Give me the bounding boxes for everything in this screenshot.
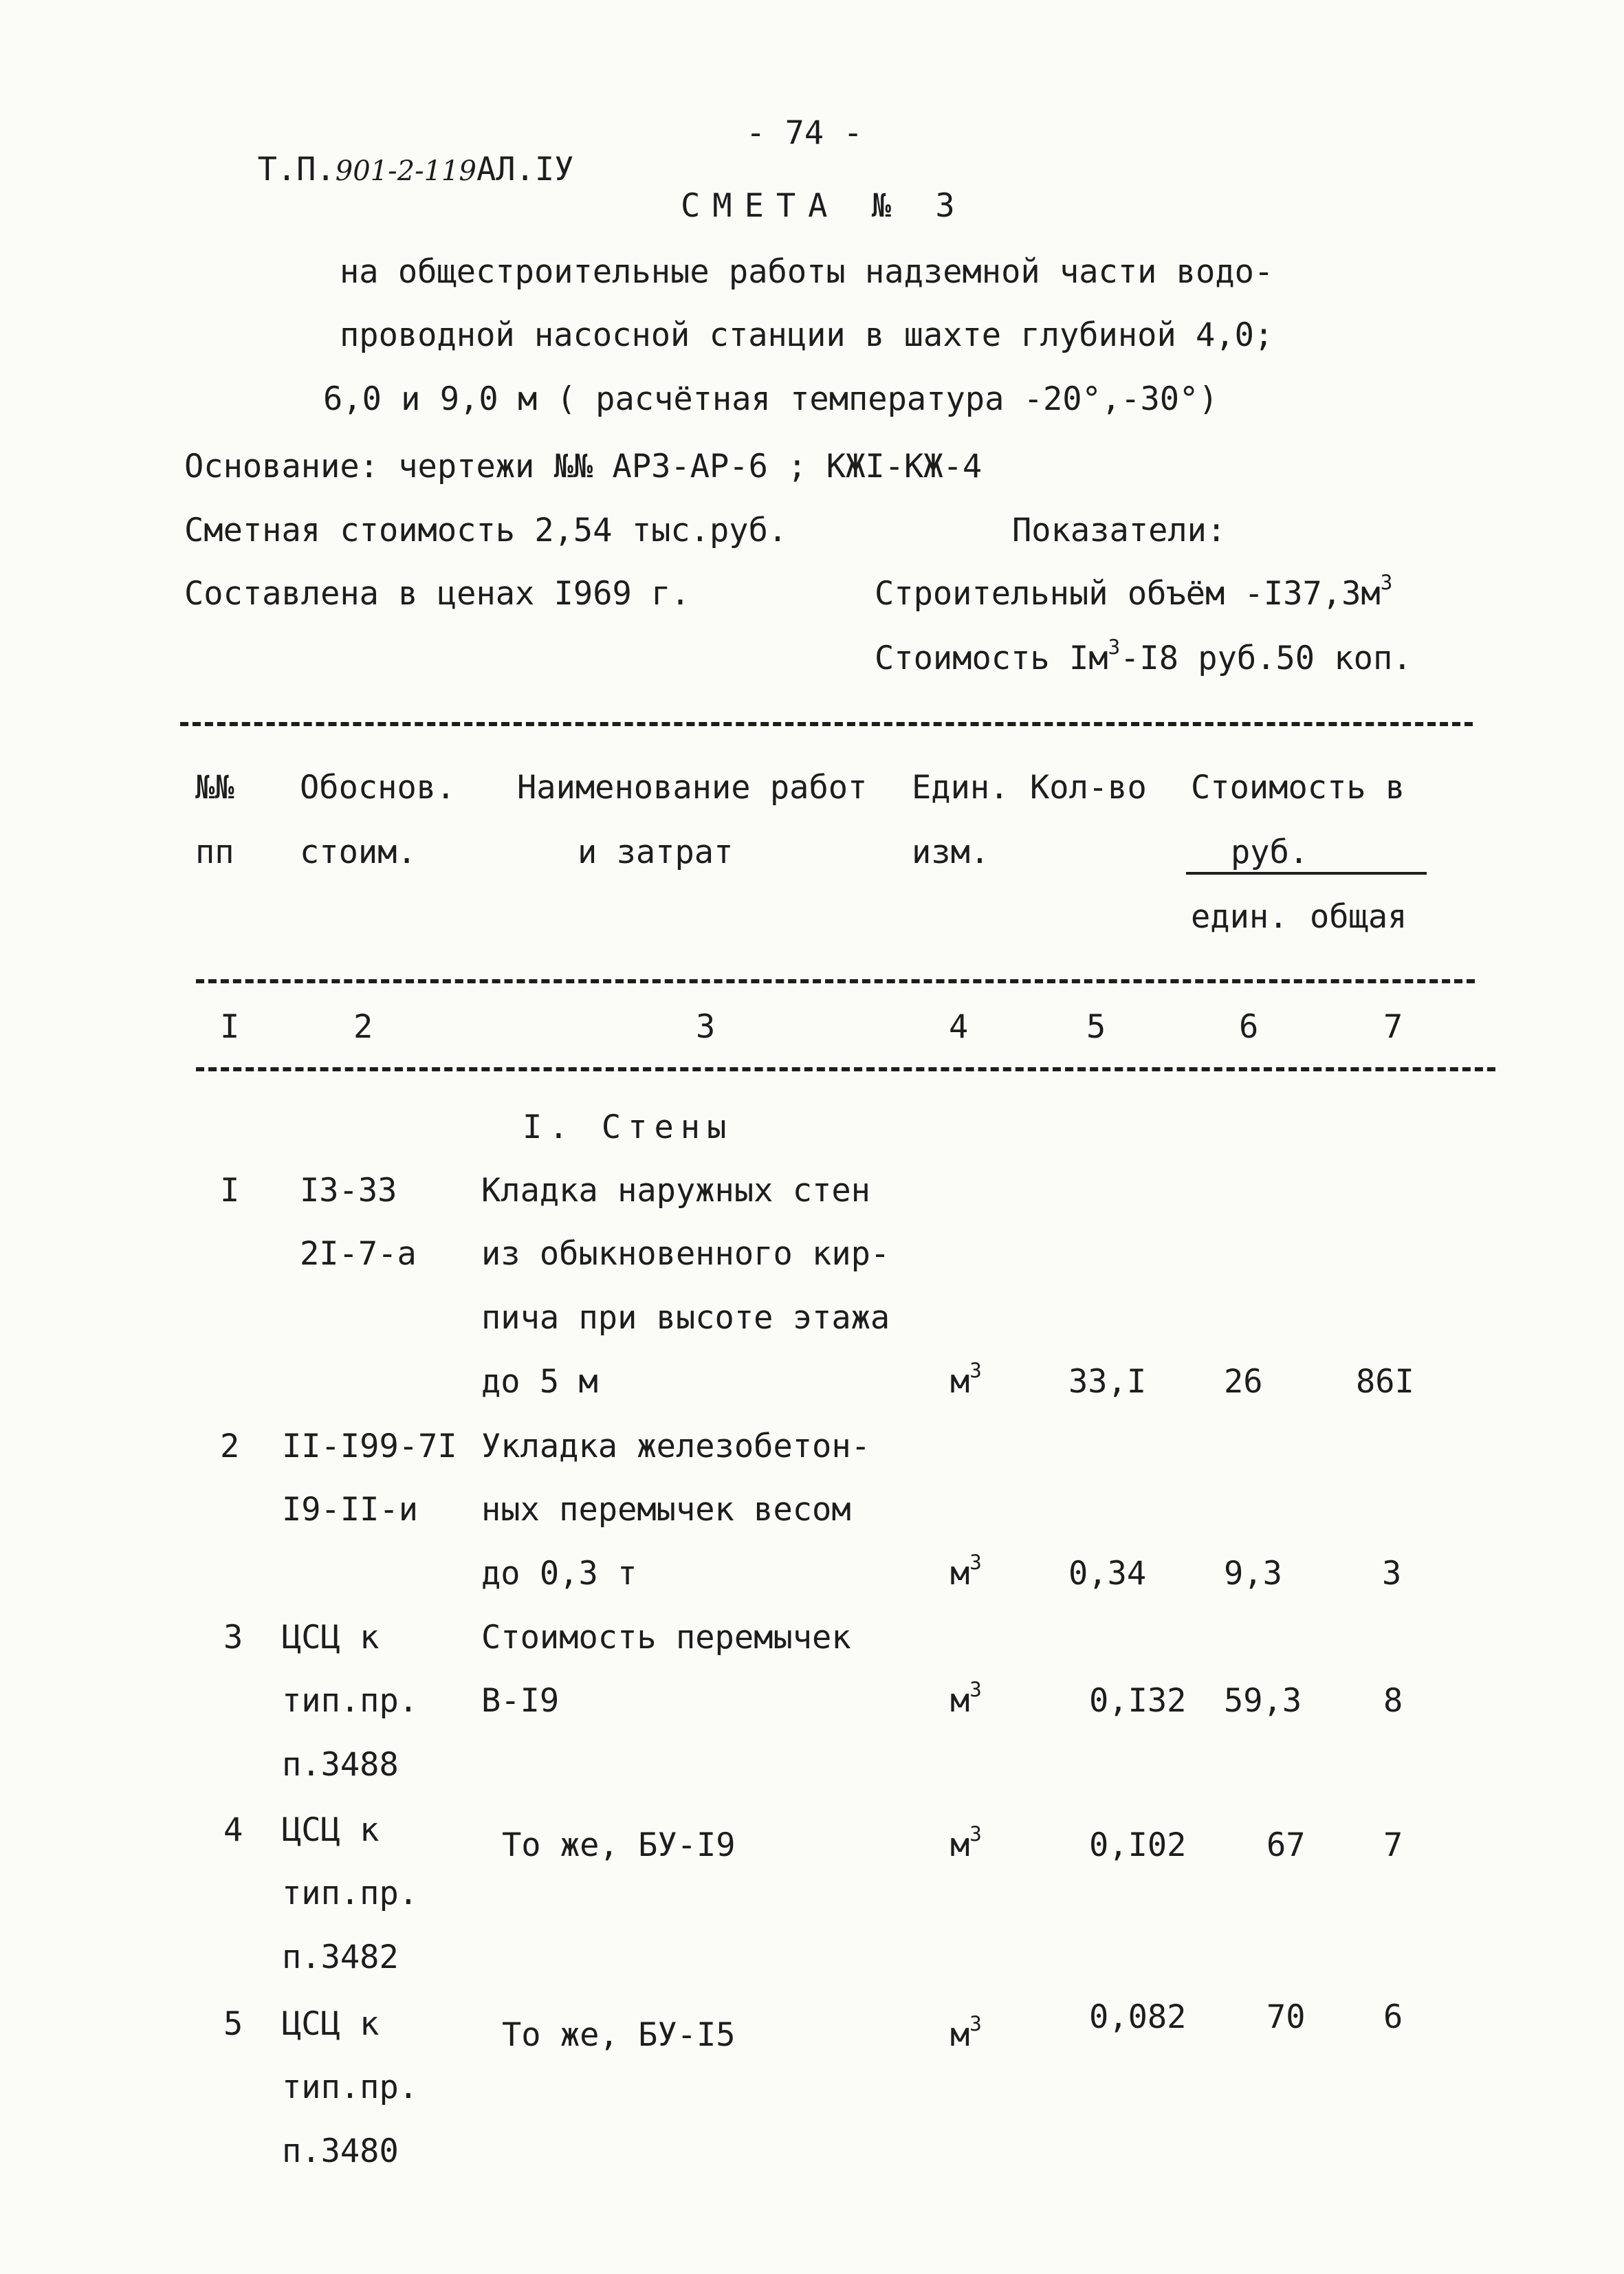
col-cost-label: Стоимость в xyxy=(1191,769,1405,807)
row-name: до 0,3 т xyxy=(481,1555,637,1593)
col-number: I xyxy=(220,1008,240,1046)
row-name: ных перемычек весом xyxy=(481,1491,851,1529)
doc-handwritten-number: 901-2-119 xyxy=(335,155,476,187)
col-rub-label: руб. xyxy=(1231,833,1309,871)
row-unit: $м^3$ xyxy=(950,1822,982,1864)
row-basis: ЦСЦ к xyxy=(282,2005,380,2043)
row-number: I xyxy=(220,1172,240,1210)
col-unit-price-label: един. xyxy=(1191,898,1288,936)
estimated-cost: Сметная стоимость 2,54 тыс.руб. xyxy=(184,512,788,549)
row-name: Кладка наружных стен xyxy=(481,1172,870,1210)
page-number: - 74 - xyxy=(746,114,863,152)
row-qty: 0,082 xyxy=(1089,1998,1187,2036)
row-basis: п.3482 xyxy=(282,1938,399,1976)
row-unit: $м^3$ xyxy=(950,2012,982,2054)
dashed-rule-top xyxy=(180,722,1473,726)
row-basis: тип.пр. xyxy=(282,2068,419,2106)
basis-line: Основание: чертежи №№ АР3-АР-6 ; КЖI-КЖ-4 xyxy=(184,448,983,485)
dashed-rule-bottom xyxy=(196,1067,1495,1071)
row-unit: $м^3$ xyxy=(950,1359,982,1401)
row-total: 7 xyxy=(1383,1826,1403,1864)
subtitle-line-2: проводной насосной станции в шахте глубиной 4,0; xyxy=(340,316,1274,354)
row-number: 3 xyxy=(223,1619,243,1657)
row-qty: 0,I32 xyxy=(1089,1682,1187,1720)
dashed-rule-middle xyxy=(196,979,1475,983)
cost-per-m3: Стоимость $Iм^3-I8$ руб.50 коп. xyxy=(875,635,1412,677)
row-total: 3 xyxy=(1382,1555,1402,1593)
rub-underline xyxy=(1186,872,1427,875)
doc-prefix: Т.П. xyxy=(257,151,336,188)
row-qty: 33,I xyxy=(1068,1363,1147,1401)
row-unit-price: 9,3 xyxy=(1224,1555,1282,1593)
row-name: пича при высоте этажа xyxy=(481,1299,890,1337)
row-basis: 2I-7-а xyxy=(300,1235,417,1273)
section-title: I. Стены xyxy=(523,1108,734,1146)
page-title: СМЕТА № 3 xyxy=(681,187,967,225)
row-basis: тип.пр. xyxy=(282,1682,419,1720)
col-number: 5 xyxy=(1086,1008,1106,1046)
row-number: 4 xyxy=(223,1811,243,1849)
row-name: до 5 м xyxy=(481,1363,598,1401)
indicators-label: Показатели: xyxy=(1012,512,1227,549)
row-name: Стоимость перемычек xyxy=(481,1619,851,1657)
row-basis: ЦСЦ к xyxy=(282,1811,380,1849)
row-basis: I3-33 xyxy=(300,1172,397,1210)
row-name: В-I9 xyxy=(481,1682,560,1720)
doc-suffix: АЛ.IУ xyxy=(476,151,574,188)
row-qty: 0,34 xyxy=(1068,1555,1147,1593)
row-basis: п.3488 xyxy=(282,1746,399,1784)
row-unit-price: 59,3 xyxy=(1224,1682,1302,1720)
col-number: 7 xyxy=(1383,1008,1403,1046)
row-name: То же, БУ-I9 xyxy=(502,1826,736,1864)
row-name: То же, БУ-I5 xyxy=(502,2016,736,2054)
row-unit-price: 70 xyxy=(1266,1998,1306,2036)
subtitle-line-3: 6,0 и 9,0 м ( расчётная температура -20°,-30°) xyxy=(323,380,1218,418)
row-basis: II-I99-7I xyxy=(282,1428,457,1465)
row-basis: ЦСЦ к xyxy=(282,1619,380,1657)
row-name: из обыкновенного кир- xyxy=(481,1235,890,1273)
row-unit-price: 26 xyxy=(1224,1363,1263,1401)
row-total: 86I xyxy=(1356,1363,1414,1401)
col-no-label: №№ пп xyxy=(195,769,234,871)
row-basis: I9-II-и xyxy=(282,1491,419,1529)
row-name: Укладка железобетон- xyxy=(481,1428,870,1465)
build-volume: Строительный объём $-I37,3м^3$ xyxy=(875,571,1393,613)
col-total-label: общая xyxy=(1310,898,1407,936)
row-unit-price: 67 xyxy=(1266,1826,1306,1864)
col-number: 3 xyxy=(696,1008,716,1046)
col-number: 2 xyxy=(353,1008,373,1046)
col-number: 6 xyxy=(1239,1008,1259,1046)
doc-code xyxy=(219,121,573,186)
col-name-label: Наименование работ и затрат xyxy=(517,769,868,871)
row-total: 8 xyxy=(1383,1682,1403,1720)
row-unit: $м^3$ xyxy=(950,1678,982,1720)
col-qty-label: Кол-во xyxy=(1030,769,1147,807)
row-number: 2 xyxy=(220,1428,240,1465)
subtitle-line-1: на общестроительные работы надземной части водо- xyxy=(340,253,1274,291)
row-unit: $м^3$ xyxy=(950,1551,982,1593)
row-basis: тип.пр. xyxy=(282,1874,419,1912)
col-unit-label: Един. изм. xyxy=(912,769,1009,871)
row-basis: п.3480 xyxy=(282,2132,399,2170)
col-basis-label: Обоснов. стоим. xyxy=(300,769,456,871)
col-number: 4 xyxy=(949,1008,969,1046)
row-total: 6 xyxy=(1383,1998,1403,2036)
prices-year: Составлена в ценах I969 г. xyxy=(184,575,690,613)
row-number: 5 xyxy=(223,2005,243,2043)
row-qty: 0,I02 xyxy=(1089,1826,1187,1864)
